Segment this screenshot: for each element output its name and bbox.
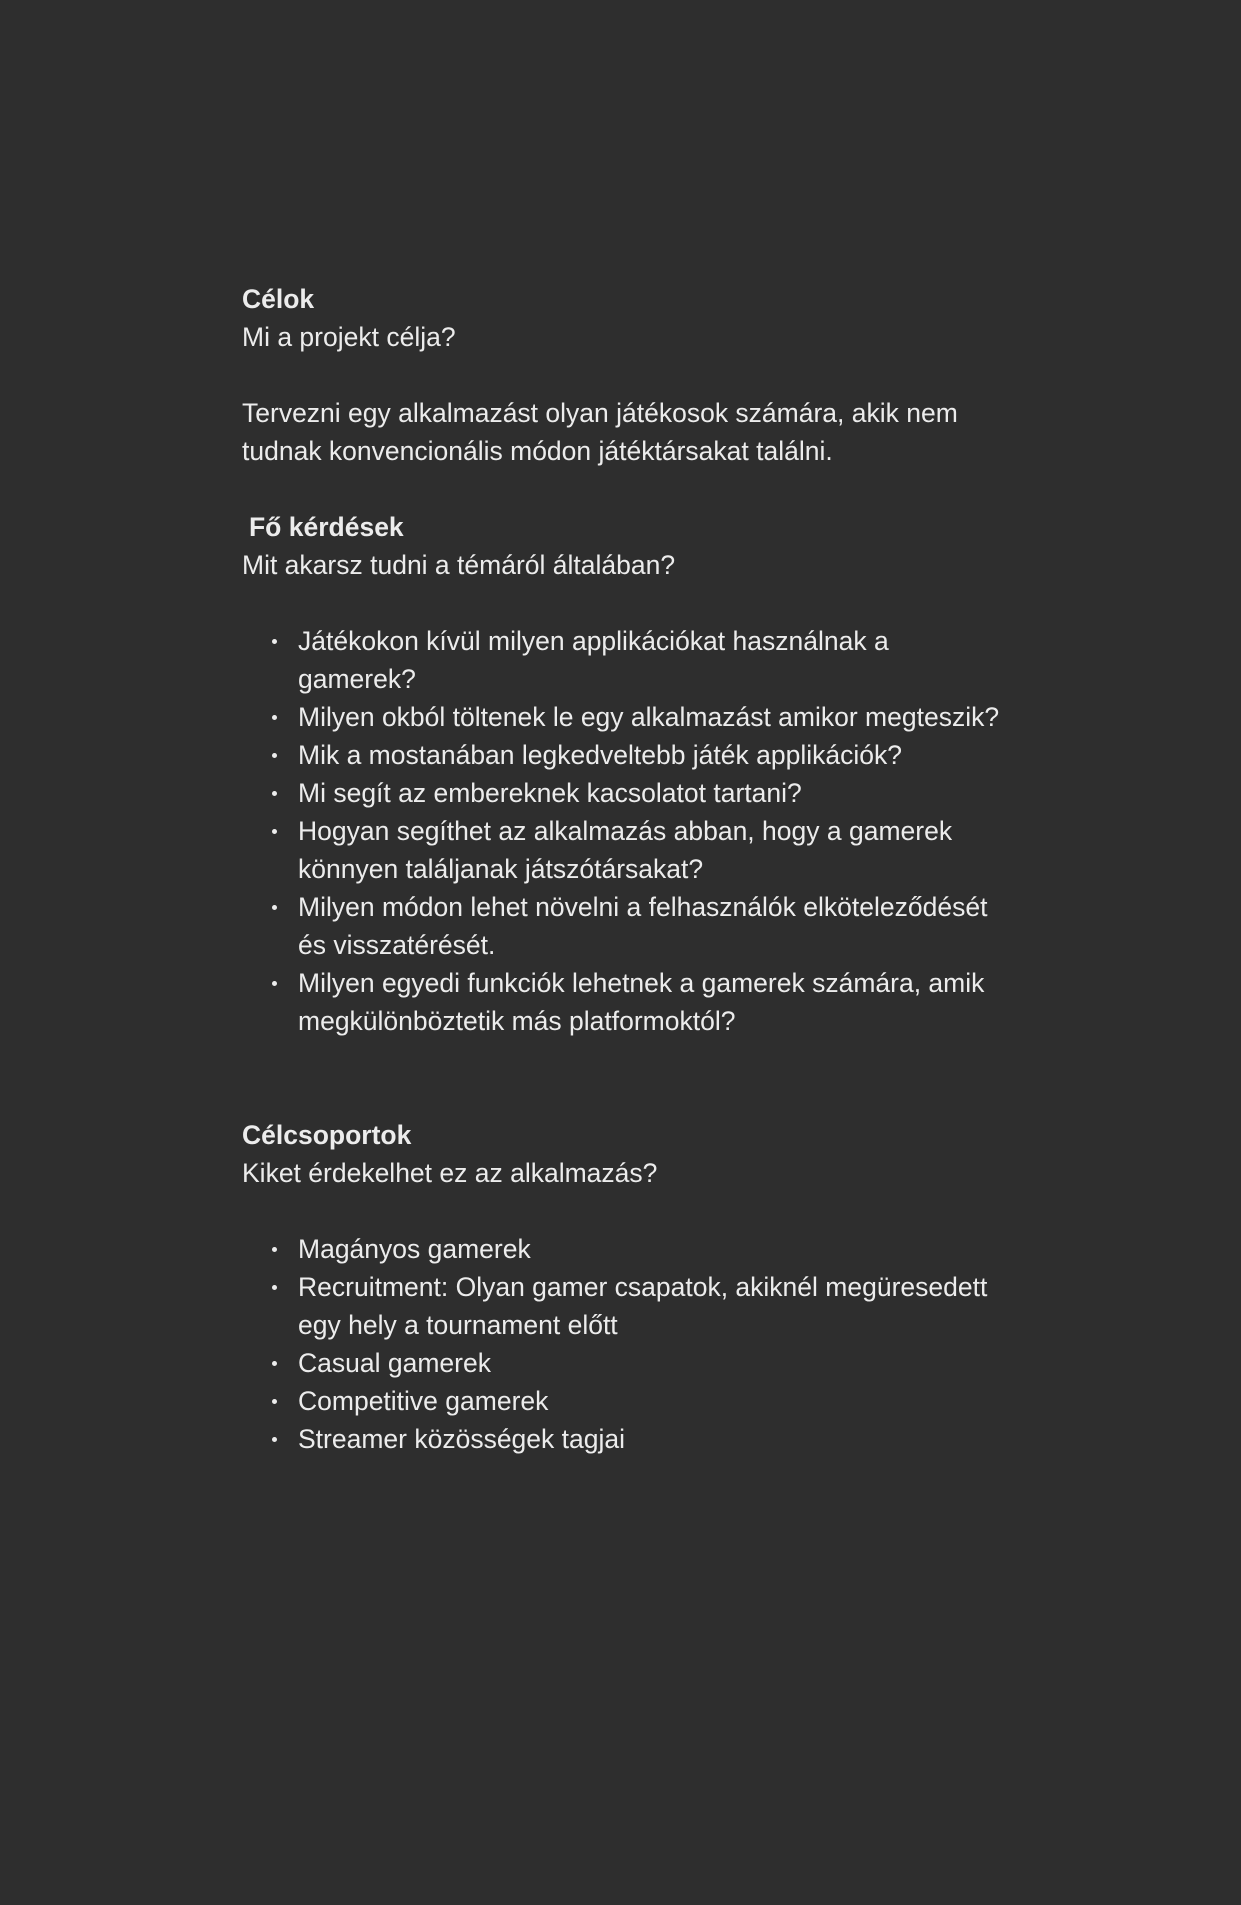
spacer: [242, 356, 1002, 394]
key-questions-list: [242, 622, 1002, 1040]
spacer: [242, 1192, 1002, 1230]
target-groups-list: [242, 1230, 1002, 1458]
goals-answer-line-1: Tervezni egy alkalmazást olyan játékosok számára, akik nem: [242, 398, 958, 428]
list-item: Milyen egyedi funkciók lehetnek a gamerek számára, amik megkülönböztetik más platformoktól?: [298, 964, 1002, 1040]
list-item: Mi segít az embereknek kacsolatot tartani?: [298, 774, 1002, 812]
list-item: Milyen módon lehet növelni a felhasználók elköteleződését és visszatérését.: [298, 888, 1002, 964]
target-groups-heading: Célcsoportok: [242, 1120, 412, 1150]
list-item: Competitive gamerek: [298, 1382, 1002, 1420]
goals-heading: Célok: [242, 284, 315, 314]
spacer: [242, 1078, 1002, 1116]
list-item: Milyen okból töltenek le egy alkalmazást amikor megteszik?: [298, 698, 1002, 736]
list-item: Recruitment: Olyan gamer csapatok, akiknél megüresedett egy hely a tournament előtt: [298, 1268, 1002, 1344]
list-item: Játékokon kívül milyen applikációkat használnak a gamerek?: [298, 622, 1002, 698]
key-questions-question: Mit akarsz tudni a témáról általában?: [242, 550, 676, 580]
goals-answer-line-2: tudnak konvencionális módon játéktársakat találni.: [242, 436, 833, 466]
spacer: [242, 470, 1002, 508]
target-groups-question: Kiket érdekelhet ez az alkalmazás?: [242, 1158, 658, 1188]
spacer: [242, 1040, 1002, 1078]
spacer: [242, 584, 1002, 622]
list-item: Streamer közösségek tagjai: [298, 1420, 1002, 1458]
list-item: Mik a mostanában legkedveltebb játék applikációk?: [298, 736, 1002, 774]
list-item: Casual gamerek: [298, 1344, 1002, 1382]
list-item: Hogyan segíthet az alkalmazás abban, hogy a gamerek könnyen találjanak játszótársakat?: [298, 812, 1002, 888]
list-item: Magányos gamerek: [298, 1230, 1002, 1268]
goals-question: Mi a projekt célja?: [242, 322, 456, 352]
document-body: [242, 280, 1002, 1458]
key-questions-heading: Fő kérdések: [249, 512, 404, 542]
